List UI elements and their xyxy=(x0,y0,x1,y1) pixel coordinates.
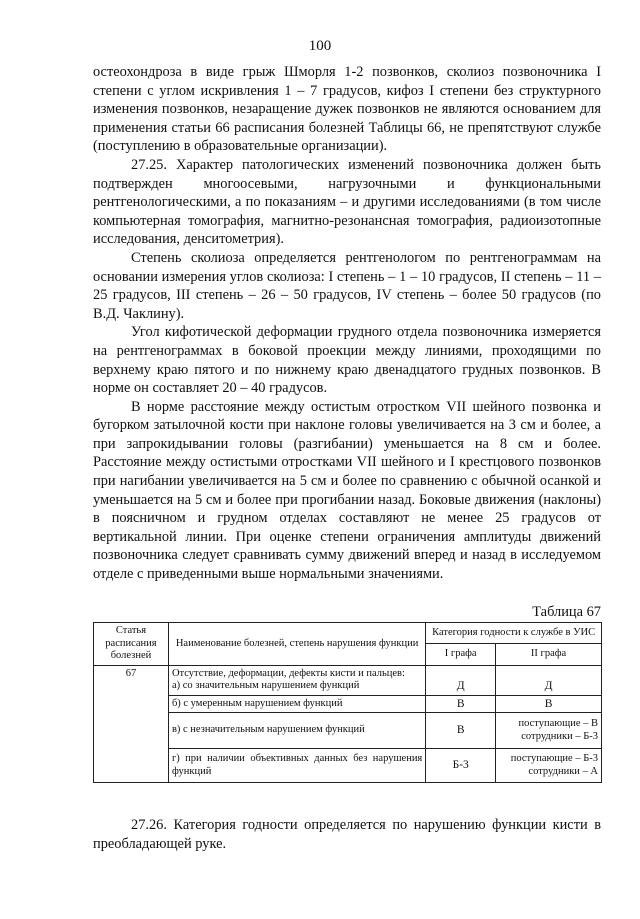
table-caption: Таблица 67 xyxy=(532,604,601,620)
col1-value: Б-3 xyxy=(426,749,496,783)
paragraph: Степень сколиоза определяется рентгенологом по рентгенограммам на основании измерения углов сколиоза: I степень – 1 – 10 градусов, II степень – 11 – 25 градусов, III степень – 26 – 50 градусов, IV степень – более 50 градусов (по В.Д. Чаклину). xyxy=(93,249,601,322)
article-number: 67 xyxy=(94,665,169,783)
col2-value: поступающие – Б-3 сотрудники – А xyxy=(496,749,602,783)
paragraph: 27.26. Категория годности определяется по нарушению функции кисти в преобладающей руке. xyxy=(93,817,601,852)
disease-name: б) с умеренным нарушением функций xyxy=(168,695,425,713)
table-67 xyxy=(93,622,602,783)
disease-name: г) при наличии объективных данных без нарушения функций xyxy=(168,749,425,783)
body-text xyxy=(93,63,601,584)
table-row xyxy=(94,713,602,749)
footer-text xyxy=(93,816,601,853)
page-number: 100 xyxy=(308,38,332,54)
col2-value: поступающие – В сотрудники – Б-3 xyxy=(496,713,602,749)
table-row xyxy=(94,749,602,783)
header-article: Статья расписания болезней xyxy=(94,623,169,666)
table-row xyxy=(94,665,602,695)
header-disease: Наименование болезней, степень нарушения функции xyxy=(168,623,425,666)
col2-value: Д xyxy=(496,665,602,695)
disease-intro: Отсутствие, деформации, дефекты кисти и пальцев: xyxy=(171,667,405,679)
paragraph: В норме расстояние между остистым отростком VII шейного позвонка и бугорком затылочной кости при наклоне головы увеличивается на 3 см и более, а при запрокидывании головы (разгибании) уменьшается на 8 см и более. Расстояние между остистыми отростками VII шейного и I крестцового позвонков при нагибании увеличивается на 5 см и более по сравнению с обычной осанкой и уменьшается на 5 см и более при прогибании назад. Боковые движения (наклоны) в поясничном и грудном отделах составляют не менее 25 градусов от вертикальной линии. При оценке степени ограничения амплитуды движений позвоночника следует сравнивать сумму движений вперед и назад в исследуемом отделе с приведенными выше нормальными значениями. xyxy=(93,398,601,583)
col1-value: В xyxy=(426,695,496,713)
paragraph: Угол кифотической деформации грудного отдела позвоночника измеряется на рентгенограммах в боковой проекции между линиями, проходящими по верхнему краю пятого и по нижнему краю двенадцатого грудных позвонков. В норме он составляет 20 – 40 градусов. xyxy=(93,324,601,397)
col1-value: В xyxy=(426,713,496,749)
disease-row xyxy=(168,665,425,695)
disease-name: а) со значительным нарушением функций xyxy=(171,680,360,691)
header-col1: I графа xyxy=(426,644,496,665)
disease-name: в) с незначительным нарушением функций xyxy=(168,713,425,749)
header-col2: II графа xyxy=(496,644,602,665)
col2-value: В xyxy=(496,695,602,713)
header-category: Категория годности к службе в УИС xyxy=(426,623,602,644)
table-header-row xyxy=(94,623,602,644)
col1-value: Д xyxy=(426,665,496,695)
paragraph: 27.25. Характер патологических изменений позвоночника должен быть подтвержден многоосевыми, нагрузочными и функциональными рентгенологическими, а по показаниям – и другими исследованиями (в том числе компьютерная томография, магнитно-резонансная томография, радиоизотопные исследования, денситометрия). xyxy=(93,156,601,248)
paragraph: остеохондроза в виде грыж Шморля 1-2 позвонков, сколиоз позвоночника I степени с углом искривления 1 – 7 градусов, кифоз I степени без структурного изменения позвонков, незаращение дужек позвонков не являются основанием для применения статьи 66 расписания болезней Таблицы 66, не препятствуют службе (поступлению в образовательные организации). xyxy=(93,64,601,155)
table-row xyxy=(94,695,602,713)
